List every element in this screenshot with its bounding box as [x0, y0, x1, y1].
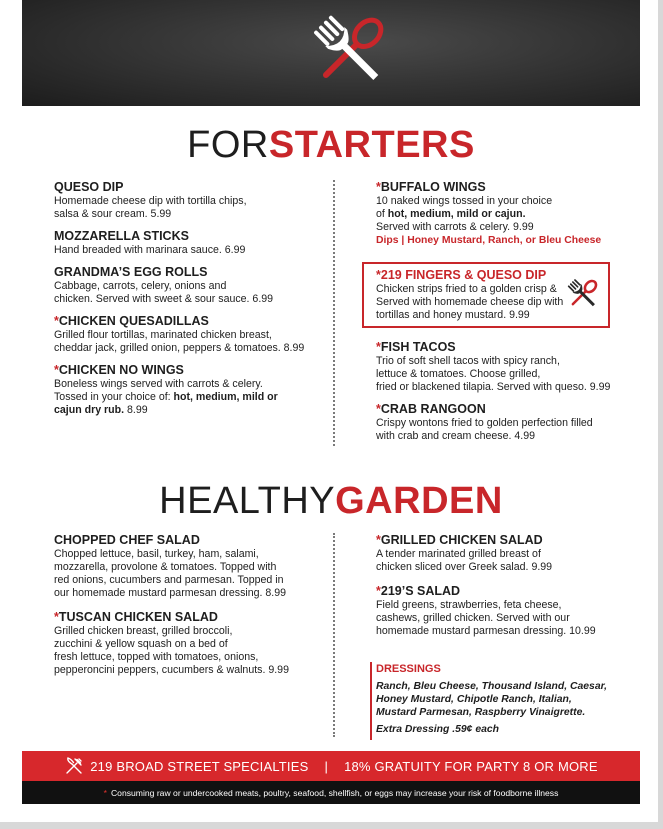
- footer-separator: |: [324, 758, 329, 774]
- item-name-text: GRILLED CHICKEN SALAD: [380, 533, 543, 547]
- garden-right-column: [376, 533, 626, 646]
- fork-spoon-icon: [305, 8, 395, 94]
- menu-item-mozzarella-sticks: [54, 229, 334, 257]
- desc-text-2: Served with carrots & celery. 9.99: [376, 221, 534, 233]
- signature-star: *: [376, 533, 381, 547]
- menu-item-fish-tacos: [376, 340, 626, 394]
- dressings-accent-bar: [370, 662, 372, 740]
- item-name: QUESO DIP: [54, 180, 124, 194]
- item-name: [376, 268, 568, 283]
- menu-item-crab-rangoon: [376, 402, 626, 443]
- item-description: Field greens, strawberries, feta cheese, cashews, grilled chicken. Served with our homemade mustard parmesan dressing. 10.99: [376, 599, 596, 637]
- starters-right-column: [376, 180, 626, 255]
- item-name: [376, 402, 626, 417]
- menu-item-egg-rolls: [54, 265, 334, 306]
- desc-bold: hot, medium, mild or cajun dry rub.: [54, 391, 278, 416]
- item-description: Hand breaded with marinara sauce. 6.99: [54, 244, 246, 256]
- item-name-text: FISH TACOS: [380, 340, 456, 354]
- footer-specialties-bar: [22, 751, 640, 781]
- desc-price: 8.99: [124, 404, 148, 416]
- dressings-list: Ranch, Bleu Cheese, Thousand Island, Caesar, Honey Mustard, Chipotle Ranch, Italian, Mustard Parmesan, Raspberry Vinaigrette.: [376, 681, 607, 718]
- disclaimer-star: *: [103, 787, 107, 798]
- menu-item-chopped-chef-salad: [54, 533, 334, 600]
- page-edge-right: [658, 0, 663, 829]
- featured-item-box: [362, 262, 610, 328]
- starters-title-part1: FOR: [187, 124, 269, 166]
- signature-star: *: [54, 610, 59, 624]
- menu-item-chicken-no-wings: [54, 363, 334, 417]
- garden-left-column: [54, 533, 334, 685]
- item-name: [54, 314, 334, 329]
- item-name: MOZZARELLA STICKS: [54, 229, 189, 243]
- starters-title-part2: STARTERS: [268, 124, 475, 166]
- item-name-text: 219 FINGERS & QUESO DIP: [380, 268, 547, 282]
- starters-title: [22, 126, 640, 164]
- item-description: Crispy wontons fried to golden perfection filled with crab and cream cheese. 4.99: [376, 417, 593, 442]
- item-description: Cabbage, carrots, celery, onions and chicken. Served with sweet & sour sauce. 6.99: [54, 280, 274, 305]
- desc-text: 10 naked wings tossed in your choice of: [376, 195, 553, 220]
- item-description: Chopped lettuce, basil, turkey, ham, salami, mozzarella, provolone & tomatoes. Topped with red onions, cucumbers and parmesan. Topped in our homemade mustard parmesan dressing. 8.99: [54, 548, 287, 599]
- garden-title-part2: GARDEN: [335, 480, 503, 522]
- item-name-text: CHICKEN NO WINGS: [58, 363, 184, 377]
- menu-item-grilled-chicken-salad: [376, 533, 626, 574]
- dressings-title: DRESSINGS: [376, 663, 441, 675]
- item-description: [54, 378, 334, 417]
- signature-star: *: [54, 363, 59, 377]
- dips-options: Dips | Honey Mustard, Ranch, or Bleu Cheese: [376, 235, 602, 246]
- signature-star: *: [376, 180, 381, 194]
- item-name-text: BUFFALO WINGS: [380, 180, 486, 194]
- signature-star: *: [376, 268, 381, 282]
- desc-bold: hot, medium, mild or cajun.: [387, 208, 526, 220]
- menu-item-219s-salad: [376, 584, 626, 638]
- item-name: [376, 584, 626, 599]
- menu-item-buffalo-wings: [376, 180, 626, 247]
- desc-text: Boneless wings served with carrots & celery. Tossed in your choice of:: [54, 378, 263, 403]
- item-description: Homemade cheese dip with tortilla chips, salsa & sour cream. 5.99: [54, 195, 247, 220]
- signature-star: *: [54, 314, 59, 328]
- column-divider: [333, 533, 335, 737]
- garden-title-part1: HEALTHY: [159, 480, 336, 522]
- item-name: [376, 340, 626, 355]
- item-name: [376, 533, 626, 548]
- menu-item-queso-dip: [54, 180, 334, 221]
- item-name-text: CRAB RANGOON: [380, 402, 486, 416]
- item-name: [54, 610, 334, 625]
- footer-disclaimer-bar: [22, 781, 640, 804]
- item-name: [54, 363, 334, 378]
- menu-item-chicken-quesadillas: [54, 314, 334, 355]
- starters-right-column-lower: [376, 340, 626, 451]
- column-divider: [333, 180, 335, 446]
- dressings-block: [376, 662, 616, 736]
- extra-dressing-price: Extra Dressing .59¢ each: [376, 724, 500, 735]
- item-description: Chicken strips fried to a golden crisp & Served with homemade cheese dip with tortillas and honey mustard. 9.99: [376, 283, 564, 321]
- starters-left-column: [54, 180, 334, 425]
- item-description: A tender marinated grilled breast of chicken sliced over Greek salad. 9.99: [376, 548, 553, 573]
- item-name-text: 219’S SALAD: [380, 584, 461, 598]
- item-name-text: TUSCAN CHICKEN SALAD: [58, 610, 218, 624]
- specialties-text: 219 BROAD STREET SPECIALTIES: [90, 758, 309, 774]
- item-name: GRANDMA’S EGG ROLLS: [54, 265, 208, 279]
- menu-item-tuscan-chicken-salad: [54, 610, 334, 677]
- item-name: CHOPPED CHEF SALAD: [54, 533, 200, 547]
- disclaimer-text: Consuming raw or undercooked meats, poultry, seafood, shellfish, or eggs may increase your risk of foodborne illness: [110, 787, 559, 798]
- item-name-text: CHICKEN QUESADILLAS: [58, 314, 209, 328]
- signature-star: *: [376, 584, 381, 598]
- gratuity-text: 18% GRATUITY FOR PARTY 8 OR MORE: [344, 758, 598, 774]
- item-name: [376, 180, 626, 195]
- page-edge-bottom: [0, 822, 663, 829]
- header-banner: [22, 0, 640, 106]
- garden-title: [22, 482, 640, 520]
- fork-spoon-icon: [564, 274, 602, 314]
- signature-star: *: [376, 340, 381, 354]
- item-description: Trio of soft shell tacos with spicy ranch, lettuce & tomatoes. Choose grilled, fried or blackened tilapia. Served with queso. 9.99: [376, 355, 611, 393]
- fork-knife-icon: [64, 756, 84, 776]
- item-description: Grilled flour tortillas, marinated chicken breast, cheddar jack, grilled onion, peppers & tomatoes. 8.99: [54, 329, 305, 354]
- item-description: Grilled chicken breast, grilled broccoli, zucchini & yellow squash on a bed of fresh lettuce, topped with tomatoes, onions, pepperoncini peppers, cucumbers & walnuts. 9.99: [54, 625, 289, 676]
- item-description: [376, 195, 626, 234]
- signature-star: *: [376, 402, 381, 416]
